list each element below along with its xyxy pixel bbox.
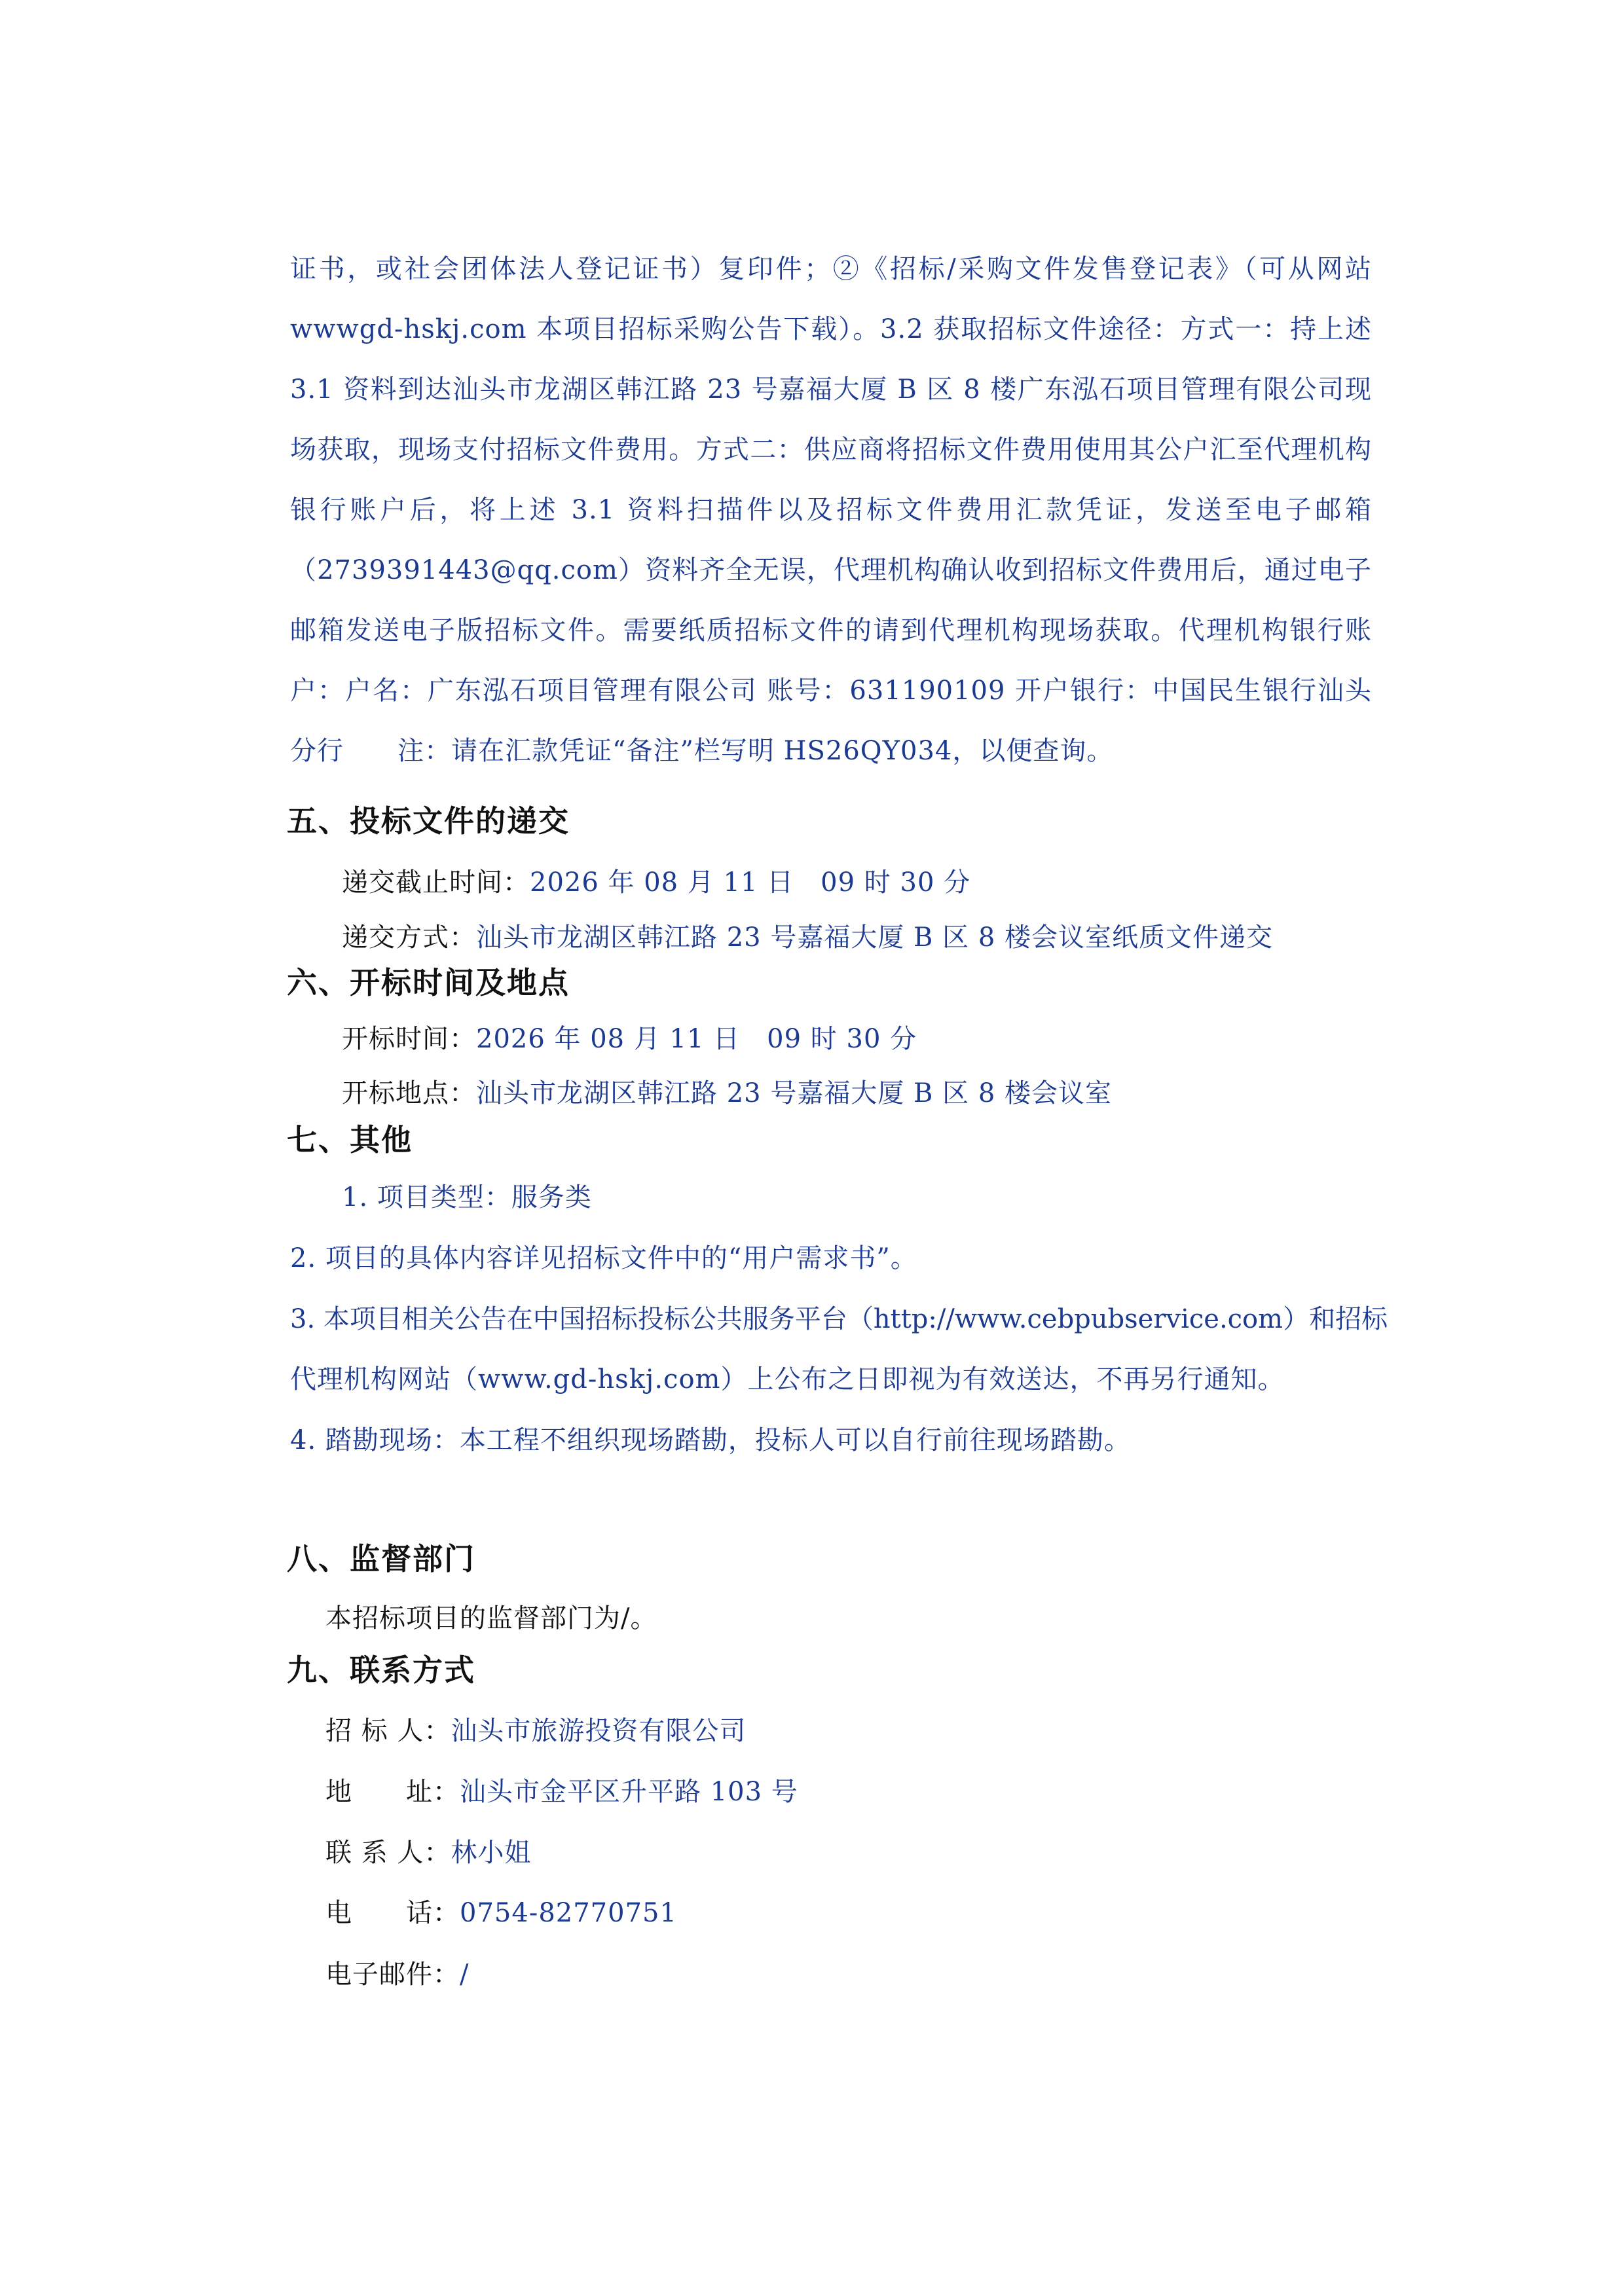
tenderer-row [325,1710,746,1747]
section6-heading: 六、开标时间及地点 [287,965,570,1000]
section8-heading: 八、监督部门 [287,1541,475,1576]
submission-method-row [342,917,1273,954]
other-item-1: 1. 项目类型：服务类 [342,1182,592,1212]
submission-method-label: 递交方式： [342,922,476,953]
opening-place-label: 开标地点： [342,1078,476,1108]
opening-time-value: 2026 年 08 月 11 日 09 时 30 分 [476,1024,917,1054]
tenderer-label: 招 标 人： [325,1716,451,1746]
other-item-3-line1: 3. 本项目相关公告在中国招标投标公共服务平台（http://www.cebpubservice.com）和招标 [290,1304,1388,1334]
contact-label: 联 系 人： [325,1838,451,1868]
email-label: 电子邮件： [325,1959,460,1990]
submission-method-value: 汕头市龙湖区韩江路 23 号嘉福大厦 B 区 8 楼会议室纸质文件递交 [476,922,1274,953]
intro-paragraph: 证书，或社会团体法人登记证书）复印件；②《招标/采购文件发售登记表》（可从网站 wwwgd-hskj.com 本项目招标采购公告下载）。3.2 获取招标文件途径：方式一：持上述 3.1 资料到达汕头市龙湖区韩江路 23 号嘉福大厦 B 区 8 楼广东泓石项目管理有限公司现场获取，现场支付招标文件费用。方式二：供应商将招标文件费用使用其公户汇至代理机构银行账户后，将上述 3.1 资料扫描件以及招标文件费用汇款凭证，发送至电子邮箱（2739391443@qq.com）资料齐全无误，代理机构确认收到招标文件费用后，通过电子邮箱发送电子版招标文件。需要纸质招标文件的请到代理机构现场获取。代理机构银行账户：户名：广东泓石项目管理有限公司 账号：631190109 开户银行：中国民生银行汕头分行 注：请在汇款凭证“备注”栏写明 HS26QY034，以便查询。 [290,254,1372,766]
email-value: / [460,1959,470,1990]
opening-place-value: 汕头市龙湖区韩江路 23 号嘉福大厦 B 区 8 楼会议室 [476,1078,1113,1108]
section5-heading: 五、投标文件的递交 [287,803,570,839]
phone-row [325,1892,677,1929]
phone-value: 0754-82770751 [460,1898,677,1928]
other-item-4: 4. 踏勘现场：本工程不组织现场踏勘，投标人可以自行前往现场踏勘。 [290,1425,1131,1455]
address-row [325,1771,798,1808]
opening-time-label: 开标时间： [342,1024,476,1054]
opening-time-row [342,1018,917,1055]
section9-heading: 九、联系方式 [287,1652,475,1688]
other-item-2: 2. 项目的具体内容详见招标文件中的“用户需求书”。 [290,1243,917,1273]
phone-label: 电 话： [325,1898,460,1928]
email-row [325,1954,469,1991]
contact-value: 林小姐 [451,1838,532,1868]
submission-deadline-label: 递交截止时间： [342,867,530,898]
section7-heading: 七、其他 [287,1122,413,1157]
submission-deadline-row [342,862,970,899]
contact-row [325,1832,531,1869]
address-value: 汕头市金平区升平路 103 号 [460,1777,798,1807]
opening-place-row [342,1072,1112,1110]
tenderer-value: 汕头市旅游投资有限公司 [451,1716,747,1746]
address-label: 地 址： [325,1777,460,1807]
other-item-3-line2: 代理机构网站（www.gd-hskj.com）上公布之日即视为有效送达，不再另行通知。 [290,1364,1285,1394]
submission-deadline-value: 2026 年 08 月 11 日 09 时 30 分 [530,867,971,898]
supervision-text: 本招标项目的监督部门为/。 [325,1603,657,1633]
